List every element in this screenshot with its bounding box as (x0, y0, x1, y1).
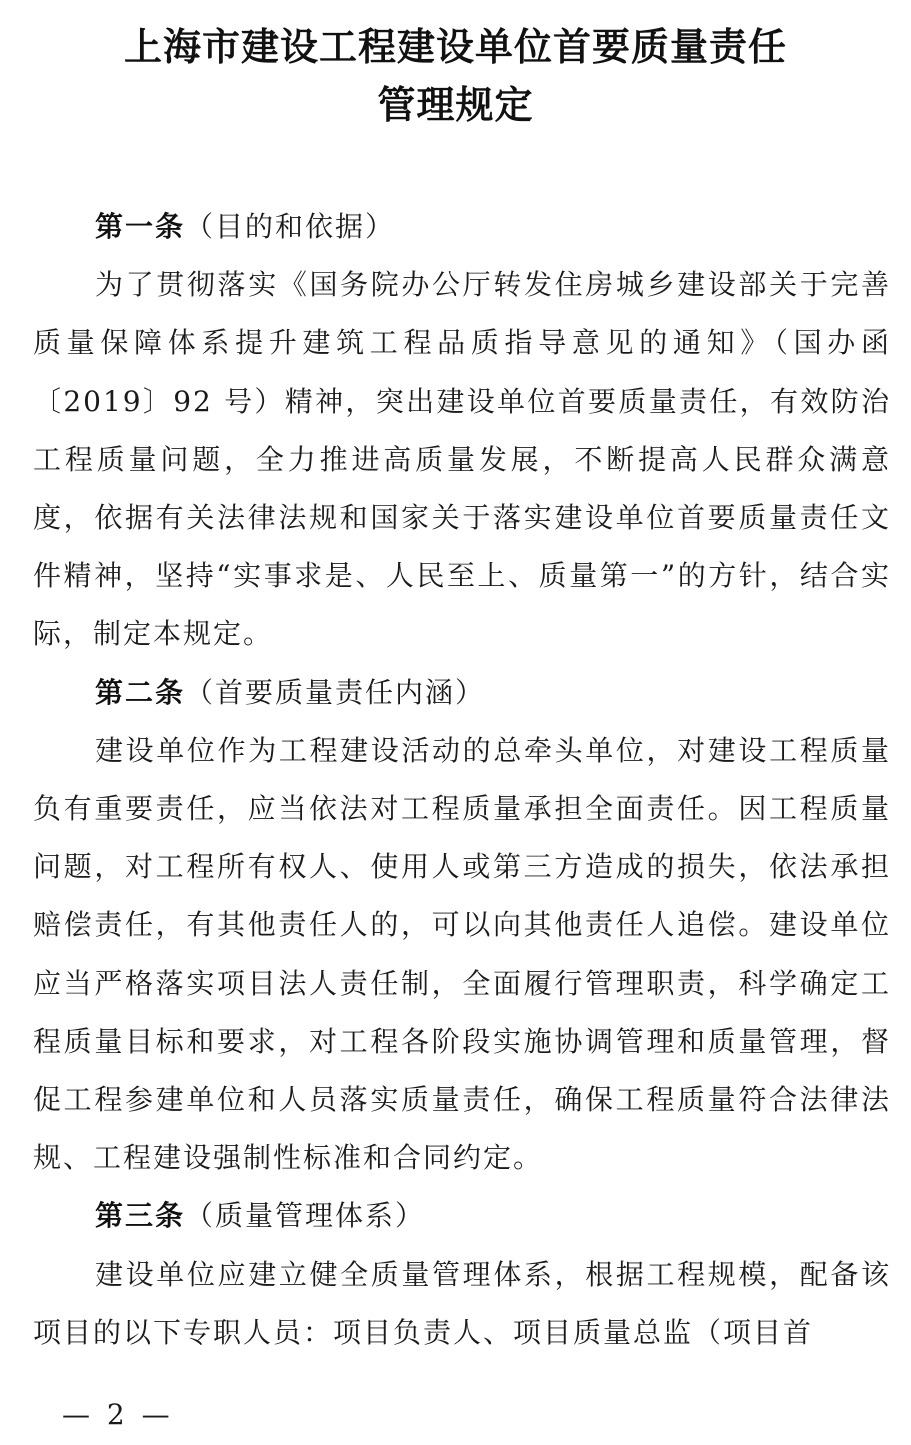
article-3-title: （质量管理体系） (185, 1199, 426, 1233)
document-body (33, 198, 891, 1362)
title-line-1: 上海市建设工程建设单位首要质量责任 (123, 25, 787, 69)
document-title (0, 18, 911, 134)
article-1-number: 第一条 (95, 210, 186, 243)
article-1-paragraph: 为了贯彻落实《国务院办公厅转发住房城乡建设部关于完善质量保障体系提升建筑工程品质指导意见的通知》（国办函〔2019〕92 号）精神，突出建设单位首要质量责任，有效防治工程质量问题，全力推进高质量发展，不断提高人民群众满意度，依据有关法律法规和国家关于落实建设单位首要质量责任文件精神，坚持“实事求是、人民至上、质量第一”的方针，结合实际，制定本规定。 (33, 268, 891, 651)
article-2-number: 第二条 (95, 675, 186, 709)
article-3-heading (33, 1187, 891, 1245)
article-1-heading (33, 198, 891, 256)
article-2-title: （首要质量责任内涵） (185, 675, 486, 709)
article-1-title: （目的和依据） (185, 210, 396, 243)
page-number: — 2 — (62, 1398, 174, 1431)
title-line-2: 管理规定 (377, 83, 534, 127)
article-2-paragraph: 建设单位作为工程建设活动的总牵头单位，对建设工程质量负有重要责任，应当依法对工程质量承担全面责任。因工程质量问题，对工程所有权人、使用人或第三方造成的损失，依法承担赔偿责任，有其他责任人的，可以向其他责任人追偿。建设单位应当严格落实项目法人责任制，全面履行管理职责，科学确定工程质量目标和要求，对工程各阶段实施协调管理和质量管理，督促工程参建单位和人员落实质量责任，确保工程质量符合法律法规、工程建设强制性标准和合同约定。 (33, 733, 891, 1175)
article-3-paragraph: 建设单位应建立健全质量管理体系，根据工程规模，配备该项目的以下专职人员：项目负责人、项目质量总监（项目首 (33, 1257, 891, 1349)
article-3-number: 第三条 (95, 1199, 186, 1233)
article-2-heading (33, 664, 891, 722)
